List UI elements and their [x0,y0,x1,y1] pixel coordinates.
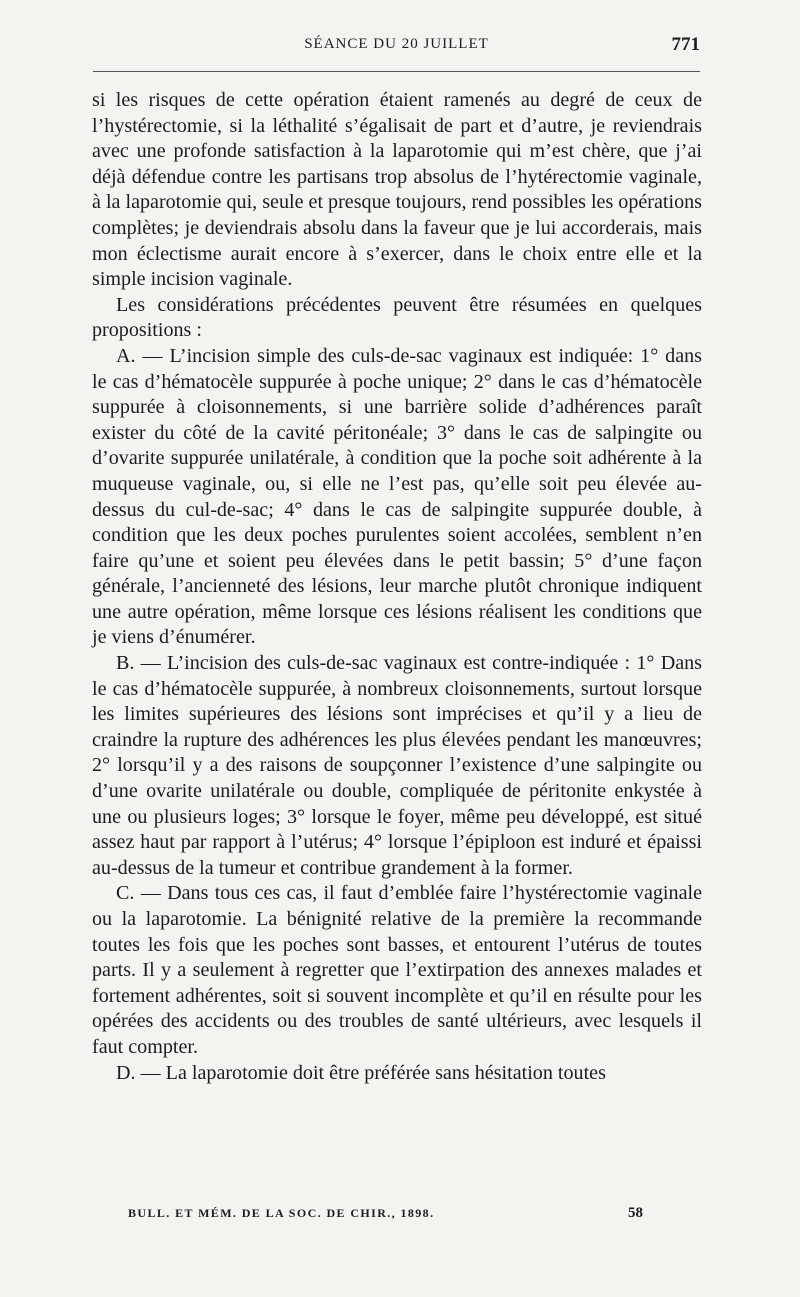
page-number: 771 [671,34,700,55]
footer-citation: BULL. ET MÉM. DE LA SOC. DE CHIR., 1898. [128,1206,435,1220]
signature-mark: 58 [628,1205,643,1221]
header-rule [93,71,700,72]
paragraph-proposition-b: B. — L’incision des culs-de-sac vaginaux est contre-indiquée : 1° Dans le cas d’hématocèle suppurée, à nombreux cloisonnements, surtout lorsque les limites supérieures des lésions sont imprécises et qu’il y a lieu de craindre la rupture des adhérences les plus élevées pendant les manœuvres; 2° lorsqu’il y a des raisons de soupçonner l’existence d’une salpingite ou d’une ovarite unilatérale ou double, compliquée de péritonite enkystée à une ou plusieurs loges; 3° lorsque le foyer, même peu développé, est situé assez haut par rapport à l’utérus; 4° lorsque l’épiploon est induré et épaissi au-dessus de la tumeur et contribue grandement à la former. [92,652,702,879]
paragraph-proposition-c: C. — Dans tous ces cas, il faut d’emblée faire l’hystérectomie vaginale ou la laparotomie. La bénignité relative de la première la recommande toutes les fois que les poches sont basses, et entourent l’utérus de toutes parts. Il y a seulement à regretter que l’extirpation des annexes malades et fortement adhérentes, soit si souvent incomplète et qu’il en résulte pour les opérées des accidents ou des troubles de santé ultérieurs, avec lesquels il faut compter. [92,882,702,1058]
paragraph-proposition-a: A. — L’incision simple des culs-de-sac vaginaux est indiquée: 1° dans le cas d’hématocèle suppurée à poche unique; 2° dans le cas d’hématocèle suppurée à cloisonnements, si une barrière solide d’adhérences paraît exister du côté de la cavité péritonéale; 3° dans le cas de salpingite ou d’ovarite suppurée unilatérale, à condition que la poche soit adhérente à la muqueuse vaginale, ou, si elle ne l’est pas, qu’elle soit peu élevée au-dessus du cul-de-sac; 4° dans le cas de salpingite suppurée double, à condition que les deux poches purulentes soient accolées, semblent n’en faire qu’une et soient peu élevées dans le petit bassin; 5° d’une façon générale, l’ancienneté des lésions, leur marche plutôt chronique indiquent une autre opération, même lorsque ces lésions réalisent les conditions que je viens d’énumérer. [92,344,702,649]
running-head [93,34,700,58]
paragraph-summary-intro: Les considérations précédentes peuvent être résumées en quelques propositions : [92,293,702,342]
paragraph-proposition-d: D. — La laparotomie doit être préférée sans hésitation toutes [116,1061,606,1084]
running-title: SÉANCE DU 20 JUILLET [304,36,489,52]
paragraph-continuation: si les risques de cette opération étaient ramenés au degré de ceux de l’hystérectomie, si la léthalité s’égalisait de part et d’autre, je reviendrais avec une profonde satisfaction à la laparotomie qui m’est chère, que j’ai déjà défendue contre les partisans trop absolus de l’hytérectomie vaginale, à la laparotomie qui, seule et presque toujours, rend possibles les opérations complètes; je deviendrais absolu dans la faveur que je lui accorderais, mais mon éclectisme aurait encore à s’exercer, dans le choix entre elle et la simple incision vaginale. [92,89,702,291]
body-text [92,88,702,1086]
page-footer [128,1206,643,1226]
